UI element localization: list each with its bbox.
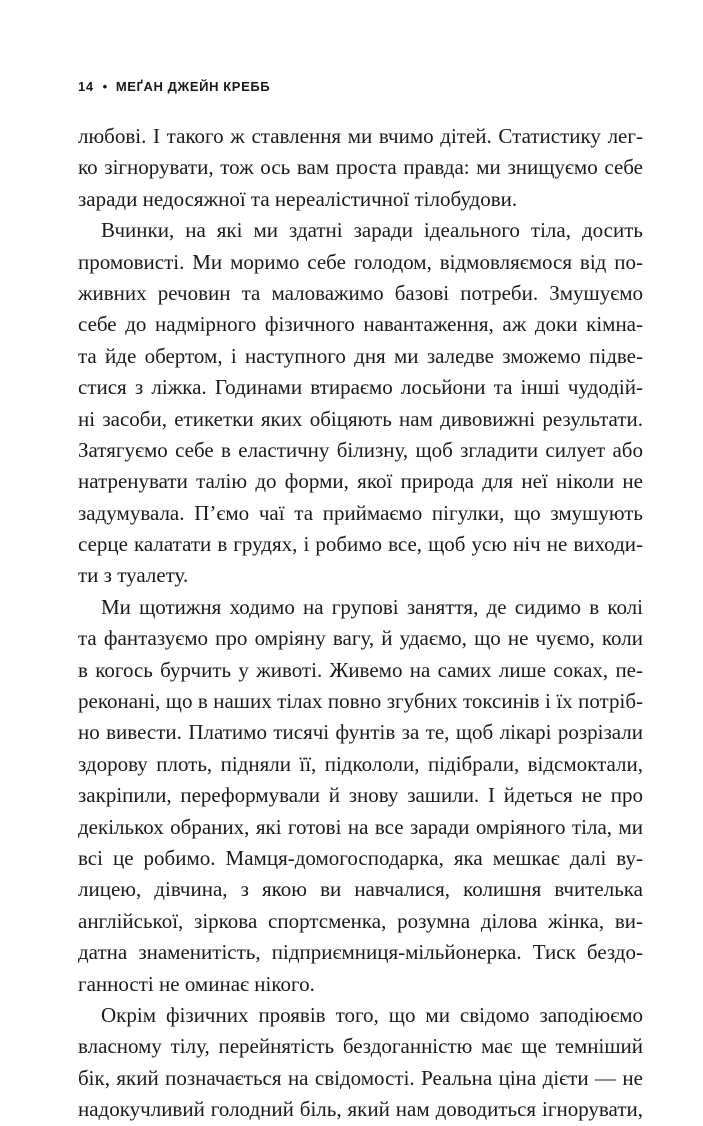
text-line: Вчинки, на які ми здатні заради ідеального тіла, досить	[101, 218, 643, 243]
text-line: та фантазуємо про омріяну вагу, й удаємо, що не чуємо, коли	[78, 626, 643, 651]
text-line: в когось бурчить у животі. Живемо на самих лише соках, пе-	[78, 657, 643, 682]
text-line: задумувала. П’ємо чаї та приймаємо пігулки, що змушують	[78, 500, 643, 525]
text-line: ганності не оминає нікого.	[78, 971, 315, 996]
paragraph	[78, 121, 643, 215]
text-line: здорову плоть, підняли її, підкололи, підібрали, відсмоктали,	[78, 751, 643, 776]
text-line: но вивести. Платимо тисячі фунтів за те, щоб лікарі розрізали	[78, 720, 643, 745]
text-line: ти з туалету.	[78, 563, 189, 588]
text-line: себе до надмірного фізичного навантаження, аж доки кімна-	[78, 312, 643, 337]
author-name: МЕҐАН ДЖЕЙН КРЕББ	[115, 79, 271, 94]
text-line: промовисті. Ми моримо себе голодом, відмовляємося від по-	[78, 249, 643, 274]
text-line: живних речовин та маловажимо базові потреби. Змушуємо	[78, 280, 643, 305]
text-line: та йде обертом, і наступного дня ми заледве зможемо підве-	[78, 343, 643, 368]
text-line: англійської, зіркова спортсменка, розумна ділова жінка, ви-	[78, 908, 643, 933]
text-line: датна знаменитість, підприємниця-мільйонерка. Тиск бездо-	[78, 940, 643, 965]
text-line: Ми щотижня ходимо на групові заняття, де сидимо в колі	[101, 594, 643, 619]
text-line: серце калатати в грудях, і робимо все, щоб усю ніч не виходи-	[78, 532, 643, 557]
text-line: Затягуємо себе в еластичну білизну, щоб згладити силует або	[78, 437, 643, 462]
text-line: ні засоби, етикетки яких обіцяють нам дивовижні результати.	[78, 406, 643, 431]
body-text	[78, 121, 643, 1126]
text-line: заради недосяжної та нереалістичної тілобудови.	[78, 186, 518, 211]
paragraph	[78, 592, 643, 1000]
text-line: лицею, дівчина, з якою ви навчалися, колишня вчителька	[78, 877, 643, 902]
running-header	[78, 79, 270, 94]
text-line: любові. І такого ж ставлення ми вчимо дітей. Статистику лег-	[78, 124, 643, 148]
text-line: закріпили, переформували й знову зашили. І йдеться не про	[78, 783, 643, 808]
paragraph	[78, 1000, 643, 1126]
text-line: реконані, що в наших тілах повно згубних токсинів і їх потріб-	[78, 689, 643, 714]
text-line: всі це робимо. Мамця-домогосподарка, яка мешкає далі ву-	[78, 845, 643, 870]
text-line: власному тілу, перейнятість бездоганністю має ще темніший	[78, 1034, 643, 1059]
text-line: ко зігнорувати, тож ось вам проста правда: ми знищуємо себе	[78, 155, 643, 180]
text-line: надокучливий голодний біль, який нам доводиться ігнорувати,	[78, 1097, 643, 1122]
header-bullet: •	[102, 79, 108, 94]
page-number: 14	[78, 79, 94, 94]
text-line: бік, який позначається на свідомості. Реальна ціна дієти — не	[78, 1065, 643, 1090]
text-line: натренувати талію до форми, якої природа для неї ніколи не	[78, 469, 643, 494]
text-line: Окрім фізичних проявів того, що ми свідомо заподіюємо	[101, 1002, 643, 1027]
text-line: декількох обраних, які готові на все заради омріяного тіла, ми	[78, 814, 643, 839]
paragraph	[78, 215, 643, 592]
text-line: стися з ліжка. Годинами втираємо лосьйони та інші чудодій-	[78, 375, 643, 400]
